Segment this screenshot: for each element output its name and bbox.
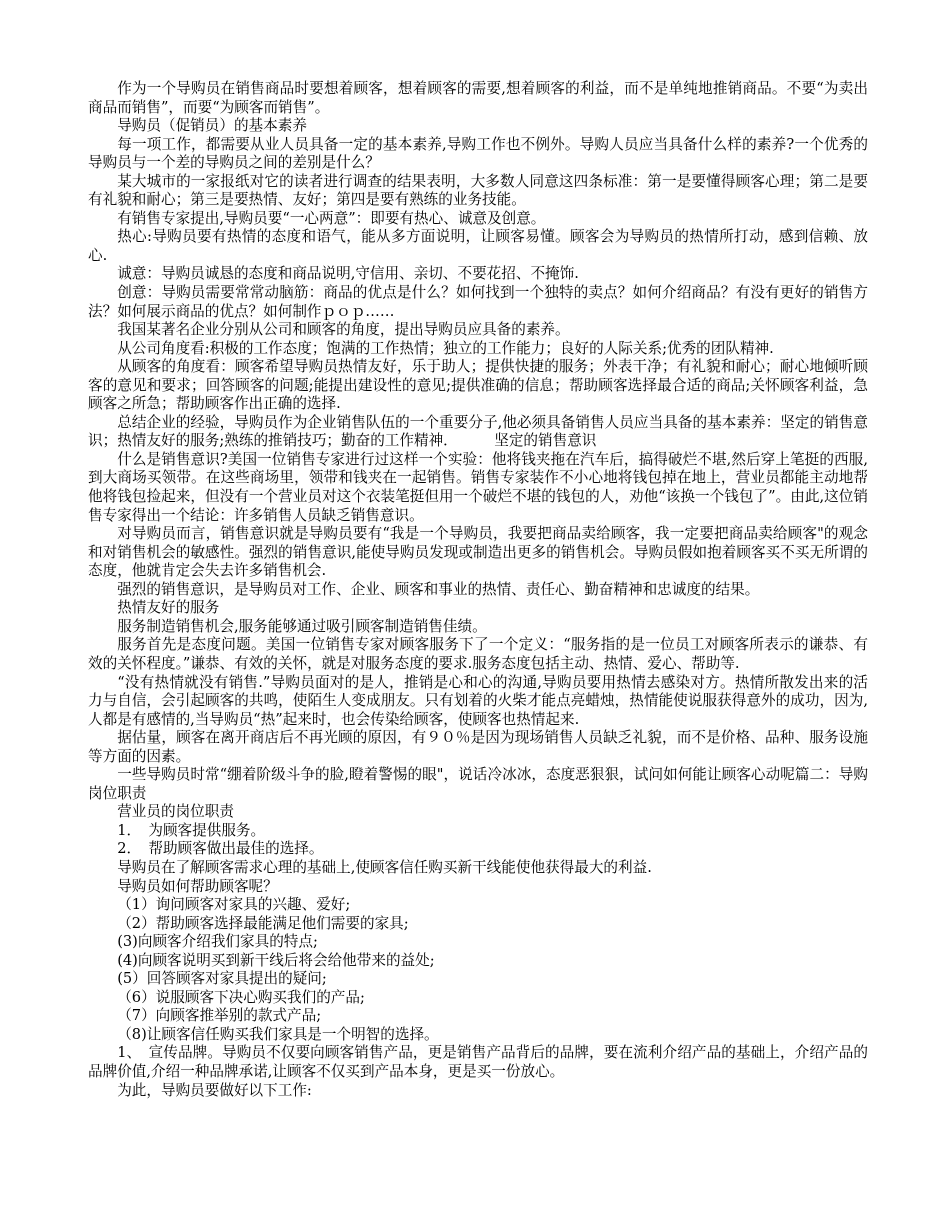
list-item: (5）回答顾客对家具提出的疑问;: [117, 970, 327, 988]
paragraph: 每一项工作，都需要从业人员具备一定的基本素养,导购工作也不例外。导购人员应当具备什么样的素养?一个优秀的导购员与一个差的导购员之间的差别是什么？: [88, 135, 868, 172]
paragraph: 创意：导购员需要常常动脑筋：商品的优点是什么？如何找到一个独特的卖点？如何介绍商品？有没有更好的销售方法？如何展示商品的优点？如何制作ｐｏｐ……: [88, 284, 868, 320]
paragraph: 作为一个导购员在销售商品时要想着顾客，想着顾客的需要,想着顾客的利益，而不是单纯地推销商品。不要“为卖出商品而销售”，而要“为顾客而销售”。: [88, 80, 868, 116]
paragraph: 我国某著名企业分别从公司和顾客的角度，提出导购员应具备的素养。: [117, 321, 570, 339]
paragraph: 有销售专家提出,导购员要“一心两意”：即要有热心、诚意及创意。: [117, 209, 546, 227]
list-item: 2． 帮助顾客做出最佳的选择。: [117, 840, 324, 858]
list-item: （2）帮助顾客选择最能满足他们需要的家具;: [117, 914, 409, 932]
list-item: (4)向顾客说明买到新干线后将会给他带来的益处;: [117, 951, 435, 969]
list-item: （1）询问顾客对家具的兴趣、爱好;: [117, 896, 351, 914]
section-heading: 营业员的岗位职责: [117, 803, 234, 821]
paragraph: 某大城市的一家报纸对它的读者进行调查的结果表明，大多数人同意这四条标准：第一是要懂得顾客心理；第二是要有礼貌和耐心；第三是要热情、友好；第四是要有熟练的业务技能。: [88, 172, 868, 209]
paragraph: 1、 宣传品牌。导购员不仅要向顾客销售产品，更是销售产品背后的品牌，要在流利介绍产品的基础上，介绍产品的品牌价值,介绍一种品牌承诺,让顾客不仅买到产品本身，更是买一份放心。: [88, 1044, 868, 1080]
list-item: （8)让顾客信任购买我们家具是一个明智的选择。: [117, 1025, 439, 1043]
paragraph: 据估量，顾客在离开商店后不再光顾的原因，有９０％是因为现场销售人员缺乏礼貌，而不是价格、品种、服务设施等方面的因素。: [88, 729, 868, 765]
section-heading: 导购员（促销员）的基本素养: [117, 117, 307, 135]
paragraph: 服务首先是态度问题。美国一位销售专家对顾客服务下了一个定义：“服务指的是一位员工对顾客所表示的谦恭、有效的关怀程度。”谦恭、有效的关怀，就是对服务态度的要求.服务态度包括主动、热情、爱心、帮助等.: [88, 636, 868, 672]
list-item: 1． 为顾客提供服务。: [117, 821, 266, 839]
paragraph: 诚意：导购员诚恳的态度和商品说明,守信用、亲切、不要花招、不掩饰.: [117, 265, 579, 283]
paragraph: 热心:导购员要有热情的态度和语气，能从多方面说明，让顾客易懂。顾客会为导购员的热情所打动，感到信赖、放心.: [88, 228, 868, 264]
paragraph: 导购员如何帮助顾客呢？: [117, 877, 278, 895]
paragraph: 从顾客的角度看：顾客希望导购员热情友好，乐于助人；提供快捷的服务；外表干净；有礼貌和耐心；耐心地倾听顾客的意见和要求；回答顾客的问题;能提出建设性的意见;提供准确的信息；帮助顾客选择最合适的商品;关怀顾客利益，急顾客之所急；帮助顾客作出正确的选择.: [88, 358, 868, 413]
paragraph: 服务制造销售机会,服务能够通过吸引顾客制造销售佳绩。: [117, 617, 487, 635]
paragraph: “没有热情就没有销售.”导购员面对的是人，推销是心和心的沟通,导购员要用热情去感染对方。热情所散发出来的活力与自信，会引起顾客的共鸣，使陌生人变成朋友。只有划着的火柴才能点亮蜡烛，热情能使说服获得意外的成功，因为,人都是有感情的,当导购员“热”起来时，也会传染给顾客，使顾客也热情起来.: [88, 673, 868, 728]
list-item: （7）向顾客推举别的款式产品;: [117, 1007, 322, 1025]
paragraph: 强烈的销售意识，是导购员对工作、企业、顾客和事业的热情、责任心、勤奋精神和忠诚度的结果。: [117, 580, 760, 598]
paragraph: 导购员在了解顾客需求心理的基础上,使顾客信任购买新干线能使他获得最大的利益.: [117, 858, 652, 876]
paragraph: 对导购员而言，销售意识就是导购员要有“我是一个导购员，我要把商品卖给顾客，我一定要把商品卖给顾客"的观念和对销售机会的敏感性。强烈的销售意识,能使导购员发现或制造出更多的销售机会。导购员假如抱着顾客买不买无所谓的态度，他就肯定会失去许多销售机会.: [88, 525, 868, 580]
paragraph: 为此，导购员要做好以下工作:: [117, 1081, 312, 1099]
document-body: [88, 80, 868, 1100]
list-item: (3)向顾客介绍我们家具的特点;: [117, 933, 318, 951]
paragraph: 总结企业的经验，导购员作为企业销售队伍的一个重要分子,他必须具备销售人员应当具备的基本素养：坚定的销售意识；热情友好的服务;熟练的推销技巧；勤奋的工作精神． 坚定的销售意识: [88, 413, 868, 450]
paragraph: 从公司角度看:积极的工作态度；饱满的工作热情；独立的工作能力；良好的人际关系;优秀的团队精神.: [117, 339, 774, 357]
section-heading: 热情友好的服务: [117, 599, 220, 617]
list-item: （6）说服顾客下决心购买我们的产品;: [117, 988, 365, 1006]
paragraph: 什么是销售意识?美国一位销售专家进行过这样一个实验：他将钱夹拖在汽车后，搞得破烂不堪,然后穿上笔挺的西服,到大商场买领带。在这些商场里，领带和钱夹在一起销售。销售专家装作不小心地将钱包掉在地上，营业员都能主动地帮他将钱包捡起来，但没有一个营业员对这个衣装笔挺但用一个破烂不堪的钱包的人，劝他“该换一个钱包了”。由此,这位销售专家得出一个结论：许多销售人员缺乏销售意识。: [88, 450, 868, 524]
paragraph: 一些导购员时常“绷着阶级斗争的脸,瞪着警惕的眼"，说话冷冰冰，态度恶狠狠，试问如何能让顾客心动呢篇二：导购岗位职责: [88, 766, 868, 802]
